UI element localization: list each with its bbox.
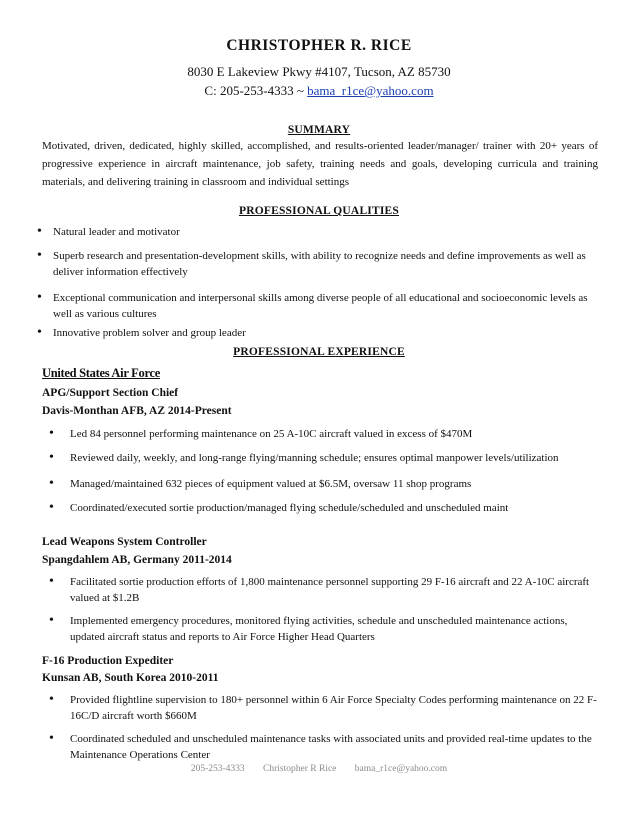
list-item: • Coordinated scheduled and unscheduled maintenance tasks with associated units and provided real-time updates to the Maintenance Operations Center xyxy=(49,731,592,761)
footer-email: bama_r1ce@yahoo.com xyxy=(354,764,448,774)
email-link[interactable]: bama_r1ce@yahoo.com xyxy=(307,83,434,98)
footer-phone: 205-253-4333 xyxy=(190,764,245,774)
bullet-icon: • xyxy=(49,692,54,707)
candidate-name: CHRISTOPHER R. RICE xyxy=(226,37,412,54)
bullet-icon: • xyxy=(37,248,42,263)
list-item: • Managed/maintained 632 pieces of equipment valued at $6.5M, oversaw 11 shop programs xyxy=(49,476,472,491)
list-item: • Provided flightline supervision to 180+ personnel within 6 Air Force Specialty Codes performing maintenance on 22 F-16C/D aircraft worth $660M xyxy=(49,692,597,722)
list-item: • Natural leader and motivator xyxy=(37,224,180,239)
job-location: Kunsan AB, South Korea 2010-2011 xyxy=(42,672,219,684)
address: 8030 E Lakeview Pkwy #4107, Tucson, AZ 85730 xyxy=(187,64,451,79)
summary-text: Motivated, driven, dedicated, highly skilled, accomplished, and results-oriented leader/manager/ trainer with 20+ years of progressive experience in aircraft maintenance, job safety, training needs and goals, developing curricula and training materials, and delivering training in classroom and individual settings xyxy=(42,140,598,188)
job-title: F-16 Production Expediter xyxy=(42,655,174,667)
list-item: • Exceptional communication and interpersonal skills among diverse people of all educational and socioeconomic levels as well as various cultures xyxy=(37,290,588,320)
contact-line xyxy=(0,83,638,99)
list-item: • Facilitated sortie production efforts of 1,800 maintenance personnel supporting 29 F-16 aircraft and 22 A-10C aircraft valued at $1.2B xyxy=(49,574,590,604)
footer-name: Christopher R Rice xyxy=(263,764,337,774)
bullet-icon: • xyxy=(49,476,54,491)
job-bullets xyxy=(49,426,601,516)
job-location: Davis-Monthan AFB, AZ 2014-Present xyxy=(42,405,232,417)
list-item: • Innovative problem solver and group leader xyxy=(37,325,246,340)
list-item: • Implemented emergency procedures, monitored flying activities, schedule and unscheduled maintenance actions, updated aircraft status and reports to Air Force Higher Head Quarters xyxy=(49,613,568,643)
bullet-icon: • xyxy=(37,224,42,239)
bullet-icon: • xyxy=(37,325,42,340)
bullet-icon: • xyxy=(49,500,54,515)
bullet-icon: • xyxy=(49,613,54,628)
job-location: Spangdahlem AB, Germany 2011-2014 xyxy=(42,554,232,566)
experience-heading: PROFESSIONAL EXPERIENCE xyxy=(233,346,405,358)
list-item: • Reviewed daily, weekly, and long-range flying/manning schedule; ensures optimal manpower levels/utilization xyxy=(49,450,559,465)
bullet-icon: • xyxy=(49,574,54,589)
bullet-icon: • xyxy=(49,450,54,465)
summary-heading: SUMMARY xyxy=(287,124,351,136)
qualities-heading: PROFESSIONAL QUALITIES xyxy=(238,205,399,217)
organization: United States Air Force xyxy=(42,366,160,380)
job-bullets xyxy=(49,574,601,645)
qualities-list xyxy=(37,224,602,341)
bullet-icon: • xyxy=(49,426,54,441)
job-title: APG/Support Section Chief xyxy=(42,387,179,399)
list-item: • Superb research and presentation-development skills, with ability to recognize needs and define improvements as well as deliver information effectively xyxy=(37,248,586,278)
phone: C: 205-253-4333 ~ xyxy=(204,83,308,98)
job-bullets xyxy=(49,692,601,763)
job-title: Lead Weapons System Controller xyxy=(42,536,207,548)
list-item: • Led 84 personnel performing maintenance on 25 A-10C aircraft valued in excess of $470M xyxy=(49,426,473,441)
bullet-icon: • xyxy=(49,731,54,746)
list-item: • Coordinated/executed sortie production/managed flying schedule/scheduled and unscheduled maint xyxy=(49,500,509,515)
bullet-icon: • xyxy=(37,290,42,305)
page-footer xyxy=(0,764,638,774)
